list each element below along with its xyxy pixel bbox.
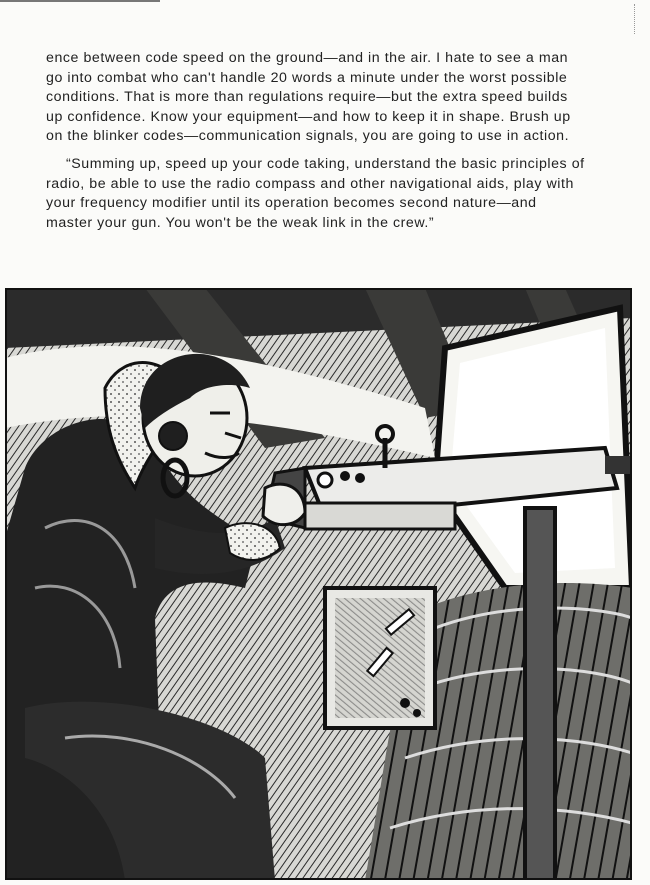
- gun-mount: [525, 508, 555, 880]
- top-rule: [0, 0, 160, 2]
- body-text: [46, 49, 586, 233]
- page-edge-mark: [634, 4, 636, 34]
- gunner-illustration: [5, 288, 632, 880]
- paragraph-2: “Summing up, speed up your code taking, understand the basic principles of radio, be able to use the radio compass and other navigational aids, play with your frequency modifier until its operation becomes second nature—and master your gun. You won't be the weak link in the crew.”: [46, 155, 585, 231]
- paragraph-1: ence between code speed on the ground—and in the air. I hate to see a man go into combat who can't handle 20 words a minute under the worst possible conditions. That is more than regulations require—but the extra speed builds up confidence. Know your equipment—and how to keep it in shape. Brush up on the blinker codes—communication signals, you are going to use in action.: [46, 50, 571, 145]
